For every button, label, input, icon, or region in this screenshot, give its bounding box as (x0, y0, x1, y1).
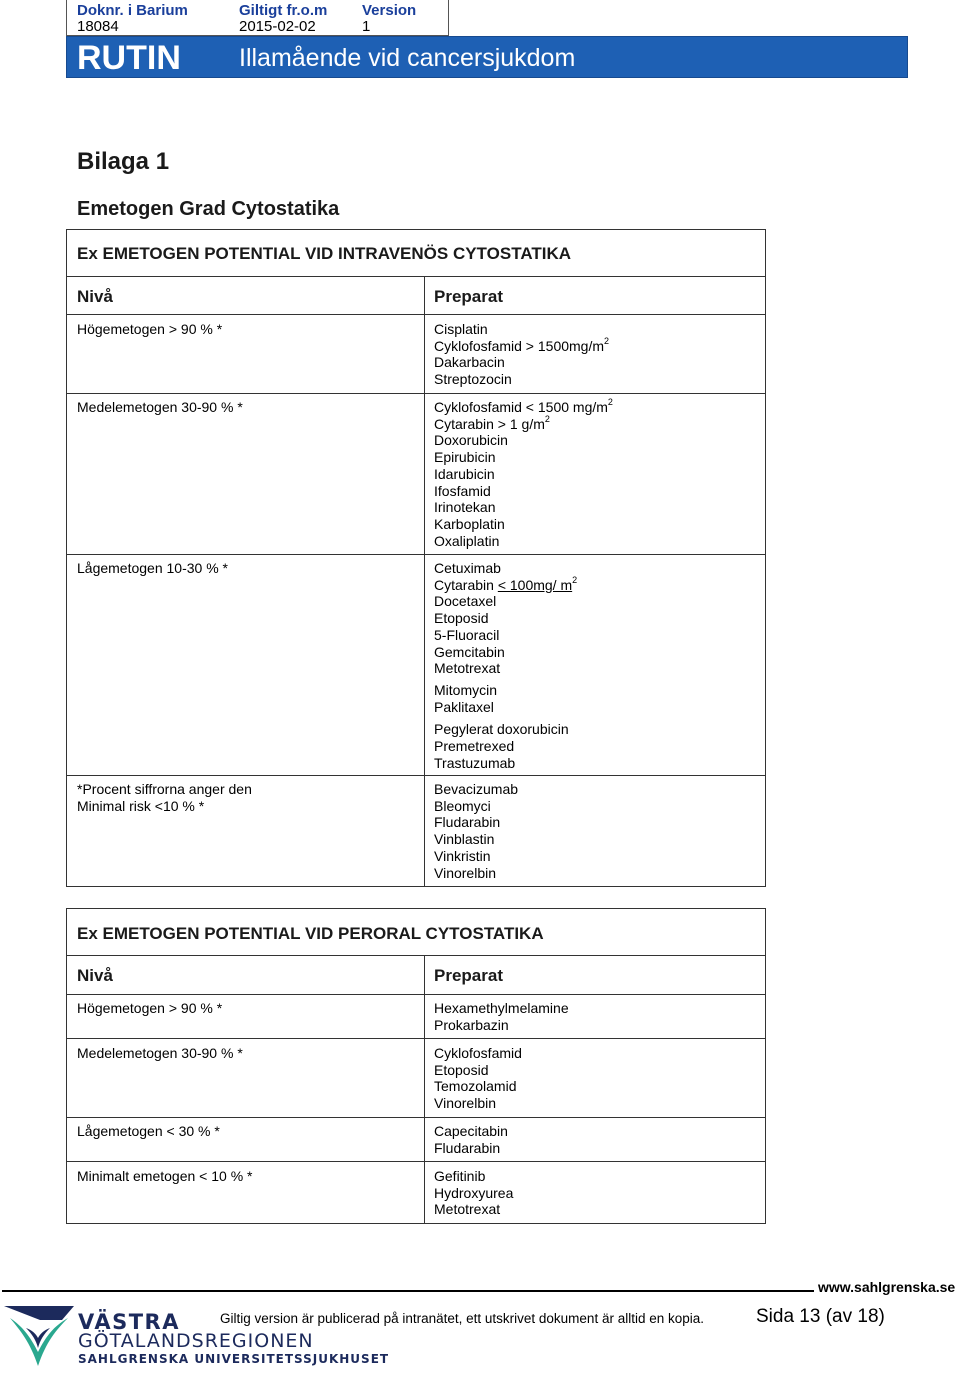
drug-item: 5-Fluoracil (434, 626, 500, 643)
drug-item: Cyklofosfamid (434, 1045, 522, 1061)
drug-item: Premetrexed (434, 738, 515, 755)
drug-list (434, 321, 609, 388)
divider (67, 314, 765, 315)
drug-item: Epirubicin (434, 449, 496, 466)
drug-item: Etoposid (434, 610, 489, 627)
drug-item: Cyklofosfamid < 1500 $mg/m^2$ (434, 397, 613, 415)
divider (67, 1117, 765, 1118)
drug-item: Fludarabin (434, 1139, 501, 1156)
col-header-drug: Preparat (434, 966, 503, 985)
drug-item: Dakarbacin (434, 354, 505, 371)
drug-item: Pegylerat doxorubicin (434, 721, 569, 738)
drug-list (434, 1168, 513, 1218)
drug-item: Vinorelbin (434, 864, 497, 881)
drug-item: Paklitaxel (434, 699, 494, 716)
drug-item: Ifosfamid (434, 482, 491, 499)
logo-text-line2: GÖTALANDSREGIONEN (78, 1330, 314, 1352)
drug-list (434, 781, 518, 881)
column-divider (424, 955, 425, 1223)
drug-item: Cytarabin > 1 $g/m^2$ (434, 413, 550, 432)
divider (67, 554, 765, 555)
footnote-line: *Procent siffrorna anger den (77, 781, 252, 797)
giltigt-value: 2015-02-02 (239, 18, 316, 35)
drug-item: Hydroxyurea (434, 1184, 514, 1201)
drug-item: Cyklofosfamid > $1500mg/m^2$ (434, 335, 610, 354)
website-link[interactable]: www.sahlgrenska.se (818, 1279, 956, 1295)
level-cell: Lågemetogen < 30 % * (77, 1123, 220, 1139)
appendix-heading: Bilaga 1 (77, 148, 170, 175)
drug-item: Oxaliplatin (434, 532, 500, 549)
title-banner (66, 36, 908, 78)
col-header-drug: Preparat (434, 287, 503, 306)
iv-table-title: Ex EMETOGEN POTENTIAL VID INTRAVENÖS CYTOSTATIKA (77, 244, 571, 263)
drug-item: Vinblastin (434, 831, 495, 848)
drug-list (434, 1123, 508, 1156)
drug-item: Bevacizumab (434, 781, 519, 797)
level-cell: Högemetogen > 90 % * (77, 321, 223, 337)
version-value: 1 (362, 18, 371, 35)
drug-item: Hexamethylmelamine (434, 1000, 569, 1016)
drug-item: Fludarabin (434, 814, 501, 831)
drug-item: Irinotekan (434, 499, 496, 516)
drug-item: Mitomycin (434, 682, 498, 699)
drug-item: Cytarabin < 100mg/ $m^2$ (434, 574, 578, 593)
drug-item: Temozolamid (434, 1078, 517, 1095)
drug-item: Streptozocin (434, 371, 512, 388)
footer-rule (2, 1290, 814, 1292)
drug-item: Doxorubicin (434, 432, 508, 449)
document-type: RUTIN (77, 39, 181, 77)
drug-item: Gemcitabin (434, 643, 505, 660)
column-divider (424, 276, 425, 886)
po-cytostatics-table (66, 908, 766, 1224)
col-header-level: Nivå (77, 966, 113, 985)
drug-item: Cisplatin (434, 321, 488, 337)
divider (67, 955, 765, 956)
divider (67, 994, 765, 995)
divider (67, 1161, 765, 1162)
drug-item: Gefitinib (434, 1168, 486, 1184)
drug-list (434, 1000, 569, 1033)
level-cell: Lågemetogen 10-30 % * (77, 560, 228, 576)
divider (67, 775, 765, 776)
drug-item: Etoposid (434, 1061, 489, 1078)
logo-text-line1: VÄSTRA (78, 1310, 180, 1334)
section-heading: Emetogen Grad Cytostatika (77, 198, 340, 220)
drug-list (434, 1045, 522, 1112)
page-number: Sida 13 (av 18) (756, 1306, 885, 1327)
level-cell: Medelemetogen 30-90 % * (77, 1045, 243, 1061)
level-cell: Högemetogen > 90 % * (77, 1000, 223, 1016)
drug-item: Trastuzumab (434, 754, 516, 771)
drug-item: Cetuximab (434, 560, 501, 576)
level-cell: Medelemetogen 30-90 % * (77, 399, 243, 415)
drug-list (434, 560, 577, 771)
drug-item: Prokarbazin (434, 1016, 509, 1033)
logo-text-line3: SAHLGRENSKA UNIVERSITETSSJUKHUSET (78, 1352, 390, 1366)
iv-cytostatics-table (66, 229, 766, 887)
level-cell: Minimalt emetogen < 10 % * (77, 1168, 253, 1184)
doknr-value: 18084 (77, 18, 119, 35)
drug-item: Metotrexat (434, 1201, 501, 1218)
drug-item: Bleomyci (434, 797, 491, 814)
version-label: Version (362, 2, 417, 19)
po-table-title: Ex EMETOGEN POTENTIAL VID PERORAL CYTOSTATIKA (77, 924, 544, 943)
divider (67, 1038, 765, 1039)
doknr-label: Doknr. i Barium (77, 2, 188, 19)
document-title: Illamående vid cancersjukdom (239, 44, 576, 72)
drug-item: Vinkristin (434, 847, 491, 864)
drug-item: Docetaxel (434, 593, 497, 610)
giltigt-label: Giltigt fr.o.m (239, 2, 328, 19)
drug-item: Karboplatin (434, 515, 505, 532)
validity-notice: Giltig version är publicerad på intranätet, ett utskrivet dokument är alltid en kopia. (220, 1311, 705, 1326)
col-header-level: Nivå (77, 287, 113, 306)
divider (67, 276, 765, 277)
footnote-cell (77, 781, 252, 814)
drug-item: Metotrexat (434, 660, 501, 677)
drug-item: Vinorelbin (434, 1095, 497, 1112)
divider (67, 393, 765, 394)
drug-item: Idarubicin (434, 465, 495, 482)
drug-item: Capecitabin (434, 1123, 508, 1139)
footnote-line: Minimal risk <10 % * (77, 797, 205, 814)
drug-list (434, 399, 613, 549)
